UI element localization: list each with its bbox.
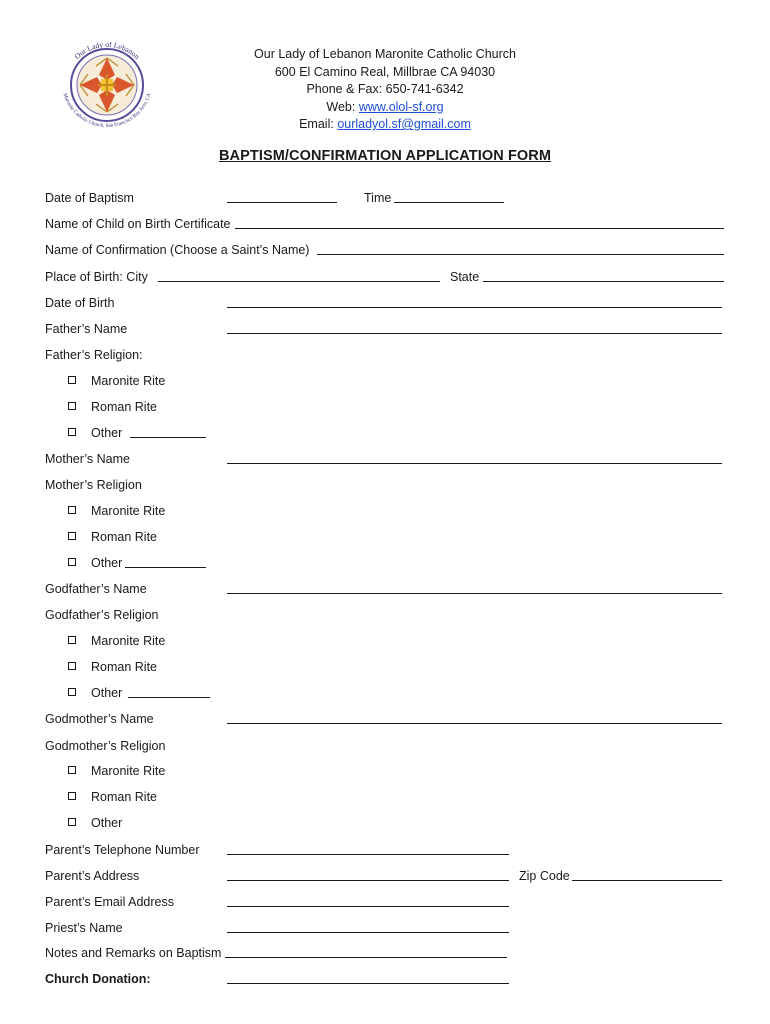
- fathers-other-field[interactable]: [130, 437, 206, 438]
- godfathers-maronite-checkbox[interactable]: [68, 636, 76, 644]
- mothers-other-option[interactable]: [68, 554, 268, 572]
- parents-email-label: Parent’s Email Address: [45, 895, 174, 909]
- godmothers-other-option[interactable]: [68, 814, 268, 832]
- zip-code-field[interactable]: [572, 880, 722, 881]
- priests-name-label: Priest’s Name: [45, 921, 123, 935]
- confirmation-name-label: Name of Confirmation (Choose a Saint’s Name): [45, 243, 310, 257]
- option-label: Other: [91, 426, 123, 440]
- mothers-name-row: [45, 450, 725, 468]
- parents-phone-field[interactable]: [227, 854, 509, 855]
- godfathers-other-option[interactable]: [68, 684, 268, 702]
- godmothers-name-row: [45, 710, 725, 728]
- parents-address-row: [45, 867, 725, 885]
- fathers-maronite-checkbox[interactable]: [68, 376, 76, 384]
- church-header: [230, 46, 540, 134]
- option-label: Maronite Rite: [91, 634, 166, 648]
- godmothers-roman-option[interactable]: [68, 788, 268, 806]
- email-link[interactable]: ourladyol.sf@gmail.com: [337, 117, 471, 131]
- zip-code-label: Zip Code: [519, 869, 570, 883]
- priests-name-row: [45, 919, 725, 937]
- church-name: Our Lady of Lebanon Maronite Catholic Church: [254, 47, 516, 61]
- confirmation-name-field[interactable]: [317, 254, 724, 255]
- email-label: Email:: [299, 117, 334, 131]
- date-of-birth-label: Date of Birth: [45, 296, 115, 310]
- notes-row: [45, 944, 725, 962]
- fathers-other-checkbox[interactable]: [68, 428, 76, 436]
- option-label: Roman Rite: [91, 400, 157, 414]
- godmothers-maronite-option[interactable]: [68, 762, 268, 780]
- option-label: Maronite Rite: [91, 764, 166, 778]
- godfathers-name-field[interactable]: [227, 593, 722, 594]
- godmothers-maronite-checkbox[interactable]: [68, 766, 76, 774]
- mothers-religion-label: Mother’s Religion: [45, 478, 142, 492]
- fathers-name-label: Father’s Name: [45, 322, 128, 336]
- fathers-name-row: [45, 320, 725, 338]
- parents-phone-row: [45, 841, 725, 859]
- mothers-name-label: Mother’s Name: [45, 452, 130, 466]
- fathers-other-option[interactable]: [68, 424, 268, 442]
- godmothers-religion-label: Godmother’s Religion: [45, 739, 166, 753]
- donation-row: [45, 970, 725, 988]
- godmothers-roman-checkbox[interactable]: [68, 792, 76, 800]
- date-of-baptism-label: Date of Baptism: [45, 191, 134, 205]
- godmothers-name-label: Godmother’s Name: [45, 712, 154, 726]
- fathers-roman-checkbox[interactable]: [68, 402, 76, 410]
- notes-label: Notes and Remarks on Baptism: [45, 946, 222, 960]
- godmothers-other-checkbox[interactable]: [68, 818, 76, 826]
- church-web: [230, 99, 540, 117]
- mothers-maronite-option[interactable]: [68, 502, 268, 520]
- option-label: Roman Rite: [91, 530, 157, 544]
- mothers-maronite-checkbox[interactable]: [68, 506, 76, 514]
- fathers-roman-option[interactable]: [68, 398, 268, 416]
- mothers-religion-row: [45, 476, 345, 494]
- mothers-roman-checkbox[interactable]: [68, 532, 76, 540]
- church-address: 600 El Camino Real, Millbrae CA 94030: [274, 64, 496, 79]
- state-field[interactable]: [483, 281, 724, 282]
- fathers-religion-label: Father’s Religion:: [45, 348, 143, 362]
- date-of-birth-row: [45, 294, 725, 312]
- mothers-name-field[interactable]: [227, 463, 722, 464]
- time-label: Time: [364, 191, 392, 205]
- godfathers-maronite-option[interactable]: [68, 632, 268, 650]
- option-label: Maronite Rite: [91, 374, 166, 388]
- parents-address-label: Parent’s Address: [45, 869, 140, 883]
- fathers-religion-row: [45, 346, 345, 364]
- seal-bottom-text: Maronite Catholic Church, San Francisco Bay Area, CA: [61, 92, 153, 130]
- parents-phone-label: Parent’s Telephone Number: [45, 843, 200, 857]
- notes-field[interactable]: [225, 957, 507, 958]
- option-label: Other: [91, 556, 123, 570]
- godfathers-roman-checkbox[interactable]: [68, 662, 76, 670]
- godfathers-religion-row: [45, 606, 345, 624]
- place-of-birth-row: [45, 268, 725, 286]
- child-name-label: Name of Child on Birth Certificate: [45, 217, 231, 231]
- godfathers-religion-label: Godfather’s Religion: [45, 608, 159, 622]
- priests-name-field[interactable]: [227, 932, 509, 933]
- confirmation-name-row: [45, 241, 725, 259]
- option-label: Roman Rite: [91, 790, 157, 804]
- option-label: Maronite Rite: [91, 504, 166, 518]
- date-of-baptism-row: [45, 189, 725, 207]
- mothers-roman-option[interactable]: [68, 528, 268, 546]
- donation-field[interactable]: [227, 983, 509, 984]
- fathers-maronite-option[interactable]: [68, 372, 268, 390]
- child-name-field[interactable]: [235, 228, 724, 229]
- church-email: [230, 116, 540, 134]
- seal-top-text: Our Lady of Lebanon: [72, 39, 142, 62]
- godmothers-religion-row: [45, 737, 345, 755]
- godmothers-name-field[interactable]: [227, 723, 722, 724]
- donation-label: Church Donation:: [45, 972, 151, 986]
- parents-address-field[interactable]: [227, 880, 509, 881]
- mothers-other-checkbox[interactable]: [68, 558, 76, 566]
- option-label: Other: [91, 816, 123, 830]
- fathers-name-field[interactable]: [227, 333, 722, 334]
- church-phone: Phone & Fax: 650-741-6342: [306, 82, 464, 96]
- child-name-row: [45, 215, 725, 233]
- state-label: State: [450, 270, 480, 284]
- city-field[interactable]: [158, 281, 440, 282]
- godfathers-roman-option[interactable]: [68, 658, 268, 676]
- date-of-birth-field[interactable]: [227, 307, 722, 308]
- mothers-other-field[interactable]: [125, 567, 206, 568]
- parents-email-field[interactable]: [227, 906, 509, 907]
- godfathers-other-checkbox[interactable]: [68, 688, 76, 696]
- godfathers-name-label: Godfather’s Name: [45, 582, 147, 596]
- godfathers-name-row: [45, 580, 725, 598]
- place-of-birth-city-label: Place of Birth: City: [45, 270, 148, 284]
- godfathers-other-field[interactable]: [128, 697, 210, 698]
- form-title: BAPTISM/CONFIRMATION APPLICATION FORM: [218, 148, 552, 164]
- date-of-baptism-field[interactable]: [227, 202, 337, 203]
- parents-email-row: [45, 893, 725, 911]
- web-link[interactable]: www.olol-sf.org: [358, 99, 444, 114]
- option-label: Other: [91, 686, 123, 700]
- time-field[interactable]: [394, 202, 504, 203]
- church-seal-logo: [52, 30, 162, 140]
- option-label: Roman Rite: [91, 660, 157, 674]
- web-label: Web:: [326, 99, 356, 114]
